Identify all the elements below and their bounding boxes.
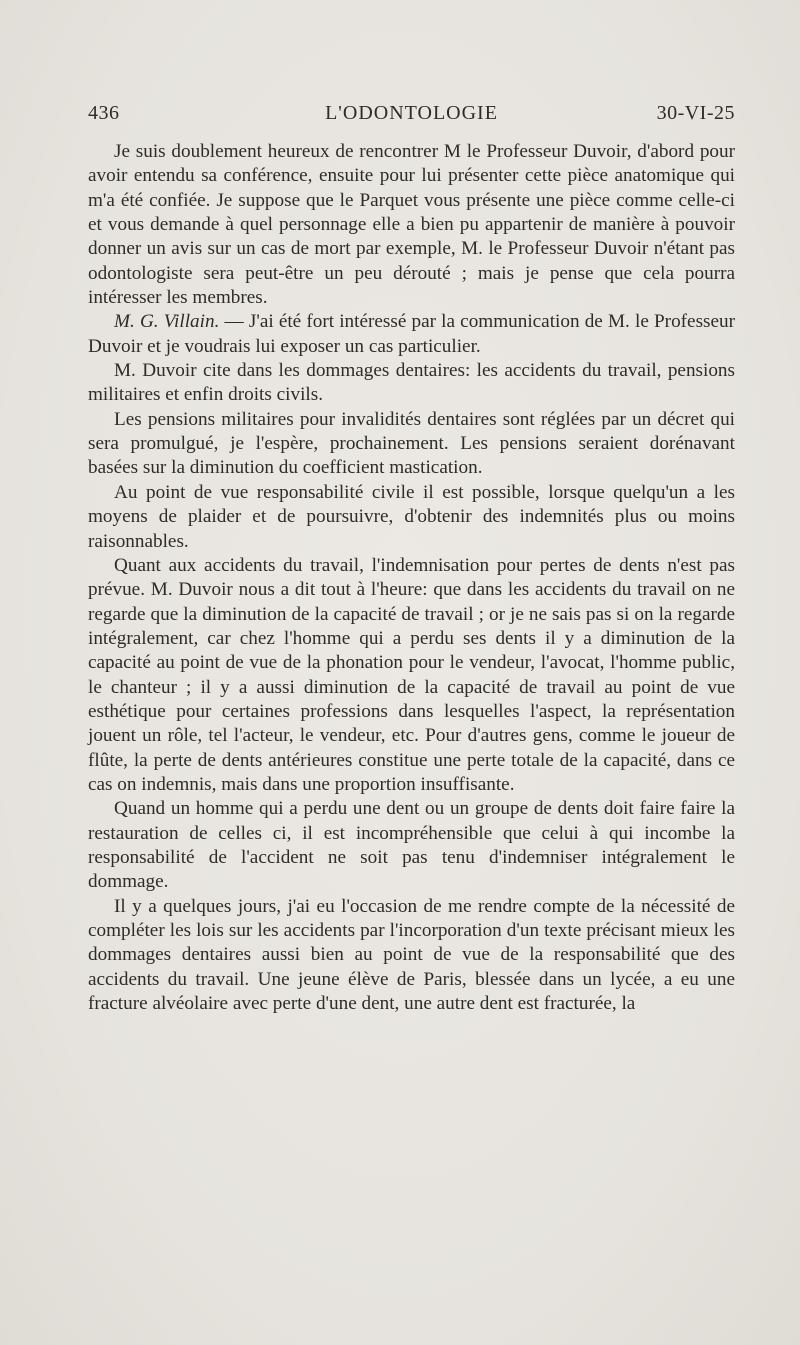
paragraph-text: Quand un homme qui a perdu une dent ou un groupe de dents doit faire faire la restauration de celles ci, il est incompréhensible que celui à qui incombe la responsabilité de l'accident ne soit pas tenu d'indemniser intégralement le dommage. bbox=[88, 798, 735, 893]
paragraph bbox=[88, 408, 735, 481]
paragraph bbox=[88, 481, 735, 554]
article-body bbox=[88, 140, 735, 1016]
running-title: L'ODONTOLOGIE bbox=[325, 102, 498, 124]
paragraph-text: Quant aux accidents du travail, l'indemnisation pour pertes de dents n'est pas prévue. M. Duvoir nous a dit tout à l'heure: que dans les accidents du travail on ne regarde que la diminution de la capacité de travail ; or je ne sais pas si on la regarde intégralement, car chez l'homme qui a perdu ses dents il y a diminution de la capacité au point de vue de la phonation pour le vendeur, l'avocat, l'homme public, le chanteur ; il y a aussi diminution de la capacité de travail au point de vue esthétique pour certaines professions dans lesquelles l'aspect, la représentation jouent un rôle, tel l'acteur, le vendeur, etc. Pour d'autres gens, comme le joueur de flûte, la perte de dents antérieures constitue une perte totale de la capacité, dans ce cas on indemnis, mais dans une proportion insuffisante. bbox=[88, 554, 735, 795]
paragraph-text: Au point de vue responsabilité civile il est possible, lorsque quelqu'un a les moyens de plaider et de poursuivre, d'obtenir des indemnités plus ou moins raisonnables. bbox=[88, 481, 735, 552]
paragraph-text: Je suis doublement heureux de rencontrer M le Professeur Duvoir, d'abord pour avoir entendu sa conférence, ensuite pour lui présenter cette pièce anatomique qui m'a été confiée. Je suppose que le Parquet vous présente une pièce comme celle-ci et vous demande à quel personnage elle a bien pu appartenir de manière à pouvoir donner un avis sur un cas de mort par exemple, M. le Professeur Duvoir n'étant pas odontologiste sera peut-être un peu dérouté ; mais je pense que cela pourra intéresser les membres. bbox=[88, 141, 735, 309]
paragraph bbox=[88, 554, 735, 797]
issue-date: 30-VI-25 bbox=[656, 102, 735, 124]
paragraph-text: Il y a quelques jours, j'ai eu l'occasion de me rendre compte de la nécessité de compléter les lois sur les accidents par l'incorporation d'un texte précisant mieux les dommages dentaires aussi bien au point de vue de la responsabilité que des accidents du travail. Une jeune élève de Paris, blessée dans un lycée, a eu une fracture alvéolaire avec perte d'une dent, une autre dent est fracturée, la bbox=[88, 895, 735, 1015]
running-header bbox=[88, 102, 735, 132]
paragraph bbox=[88, 797, 735, 894]
paragraph bbox=[88, 310, 735, 359]
paragraph-text: Les pensions militaires pour invalidités dentaires sont réglées par un décret qui sera promulgué, je l'espère, prochainement. Les pensions seraient dorénavant basées sur la diminution du coefficient mastication. bbox=[88, 408, 735, 479]
paragraph-text: — J'ai été fort intéressé par la communication de M. le Professeur Duvoir et je voudrais lui exposer un cas particulier. bbox=[88, 311, 736, 357]
paragraph-text: M. Duvoir cite dans les dommages dentaires: les accidents du travail, pensions militaires et enfin droits civils. bbox=[88, 360, 735, 406]
speaker-name: M. G. Villain. bbox=[114, 311, 220, 333]
paragraph bbox=[88, 359, 735, 408]
paragraph bbox=[88, 895, 735, 1017]
page-number: 436 bbox=[88, 102, 120, 124]
paragraph bbox=[88, 140, 735, 310]
